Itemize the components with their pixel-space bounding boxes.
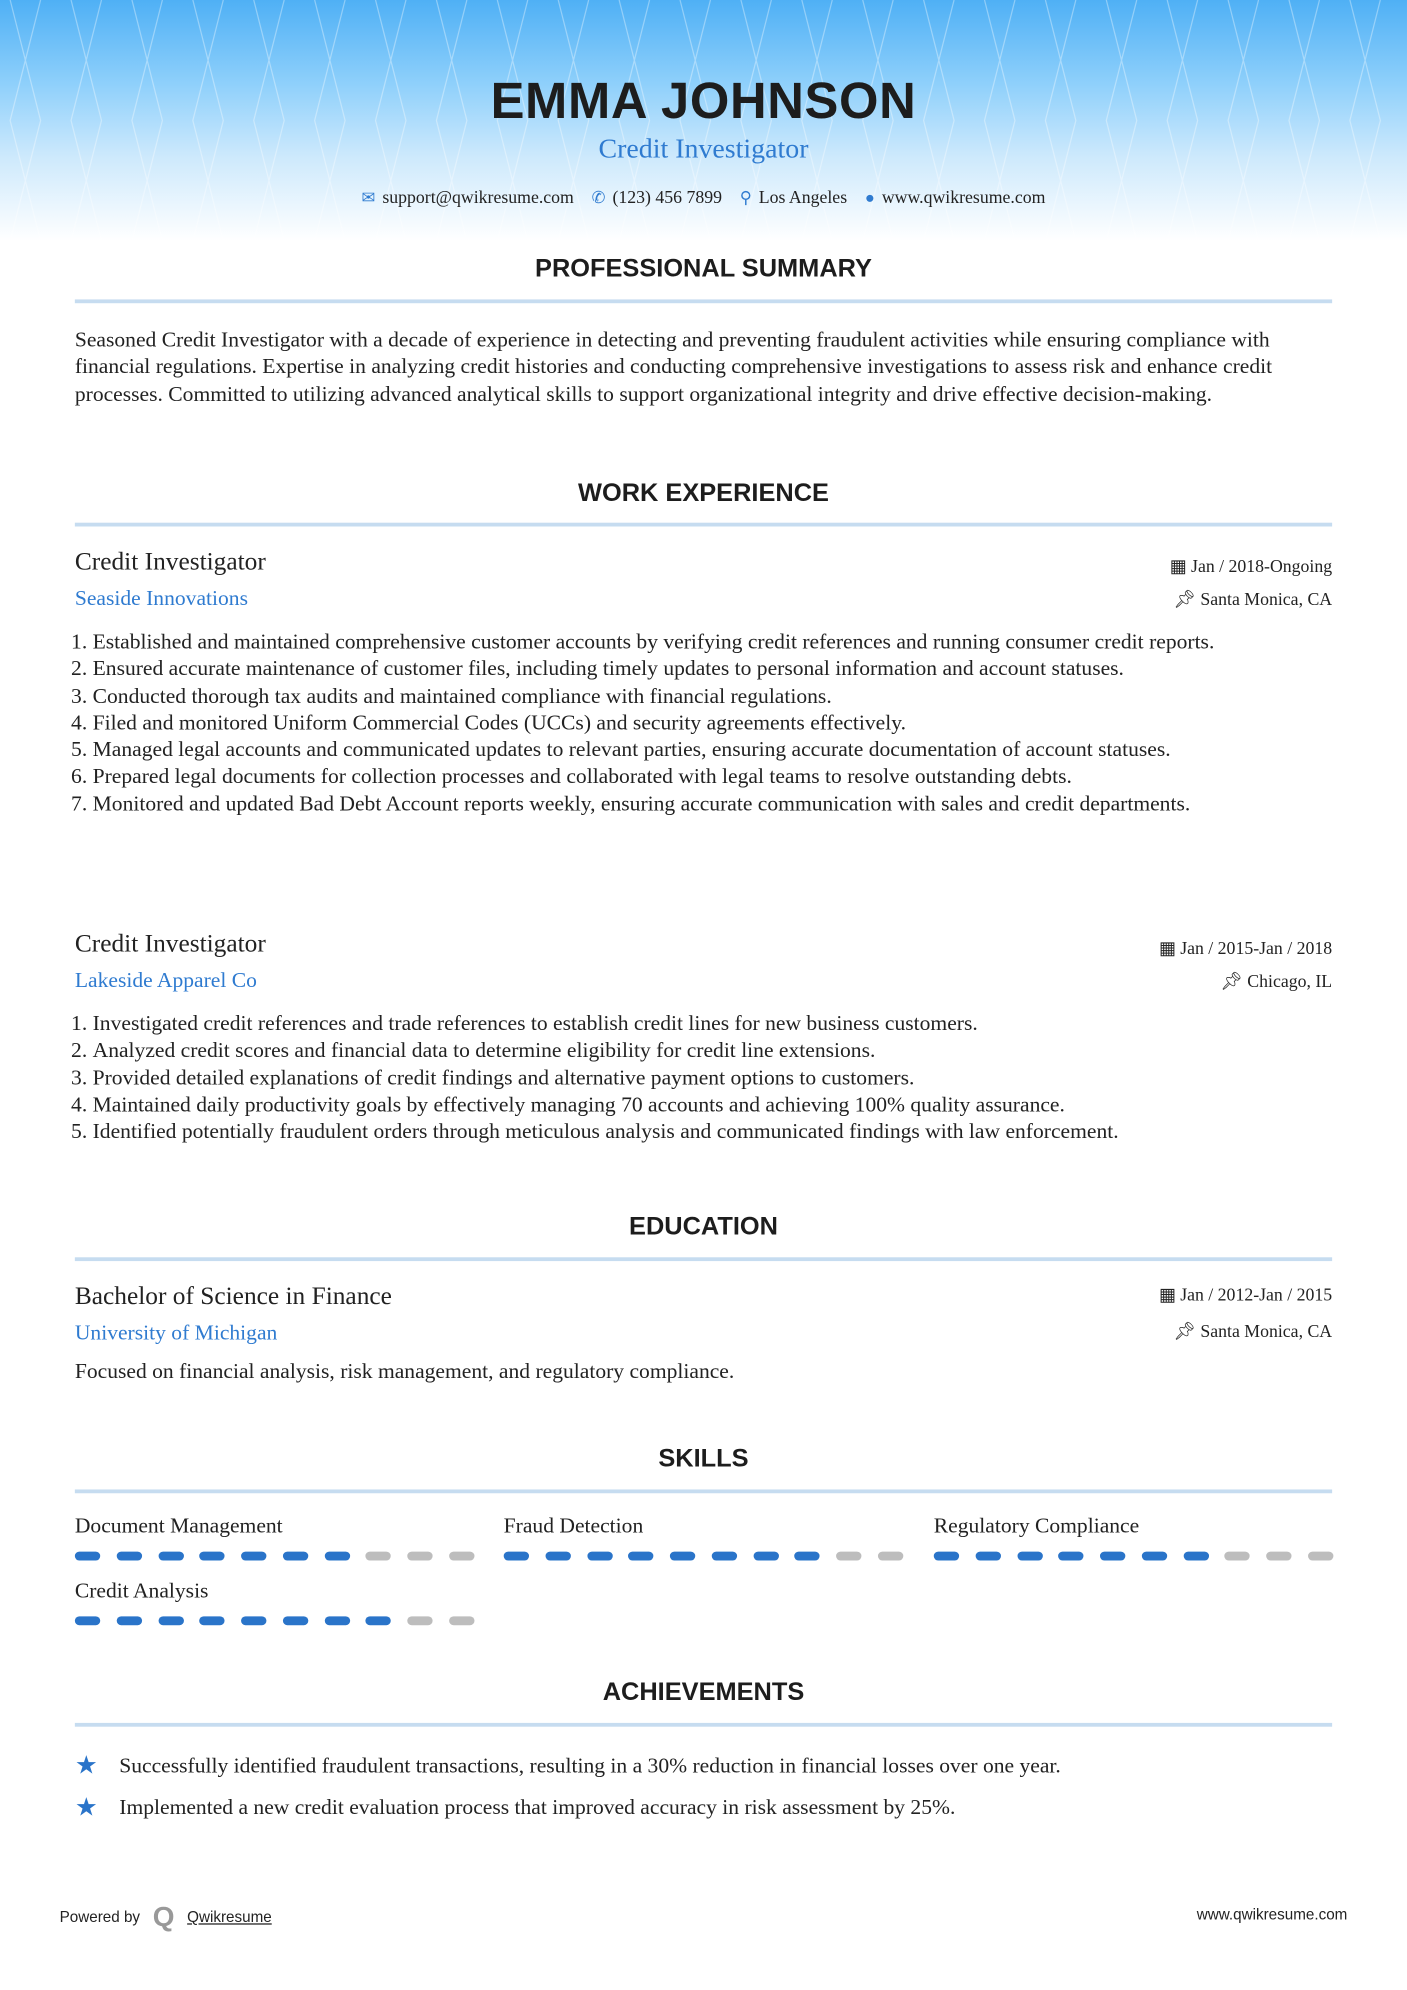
phone-icon: ✆ [591,187,606,207]
skill-dash-empty [878,1552,903,1561]
job-bullets [75,628,1349,817]
skill-dash-empty [1308,1552,1333,1561]
skill [504,1514,904,1561]
powered-by: Powered by Q Qwikresume [59,1900,272,1933]
skill-dash-filled [324,1616,349,1625]
skill-level-bar [934,1552,1334,1561]
skill-dash-filled [75,1552,100,1561]
map-marker-icon: ⚲ [739,187,752,207]
star-icon: ★ [74,1793,98,1822]
skill-dash-empty [449,1552,474,1561]
summary-text: Seasoned Credit Investigator with a decade of experience in detecting and preventing fraudulent activities while ensuring compliance with financial regulations. Expertise in analyzing credit histories and conducting comprehensive investigations to assess risk and enhance credit processes. Committed to utilizing advanced analytical skills to support organizational integrity and drive effective decision-making. [74,327,1273,406]
calendar-icon: ▦ [1158,1286,1181,1306]
calendar-icon: ▦ [1169,558,1192,578]
education-dates: ▦ Jan / 2012-Jan / 2015 [1158,1286,1333,1306]
skill-dash-filled [366,1616,391,1625]
skill-dash-filled [116,1552,141,1561]
list-item: 7. Monitored and updated Bad Debt Account reports weekly, ensuring accurate communication with sales and credit departments. [93,790,1349,817]
achievement-item: ★ Implemented a new credit evaluation process that improved accuracy in risk assessment by 25%. [75,1791,955,1823]
skill-dash-filled [545,1552,570,1561]
pin-icon: 📌︎ [1173,591,1201,611]
qwikresume-logo-icon: Q [152,1900,175,1933]
job-dates: ▦ Jan / 2018-Ongoing [1169,558,1333,578]
skill-dash-filled [200,1552,225,1561]
list-item: 1. Established and maintained comprehensive customer accounts by verifying credit references and running consumer credit reports. [93,628,1349,655]
school: University of Michigan [74,1320,278,1345]
list-item: 4. Filed and monitored Uniform Commercial Codes (UCCs) and security agreements effectively. [93,709,1349,736]
calendar-icon: ▦ [1158,940,1181,960]
skill-dash-filled [934,1552,959,1561]
job-title: Credit Investigator [74,929,266,958]
skill-dash-filled [712,1552,737,1561]
section-divider [75,1723,1332,1727]
skill-dash-filled [795,1552,820,1561]
achievement-item: ★ Successfully identified fraudulent transactions, resulting in a 30% reduction in financial losses over one year. [75,1750,1061,1782]
envelope-icon: ✉ [361,187,376,207]
skill-dash-empty [366,1552,391,1561]
list-item: 5. Identified potentially fraudulent orders through meticulous analysis and communicated findings with law enforcement. [93,1118,1349,1145]
skill-dash-filled [1100,1552,1125,1561]
skill-dash-filled [628,1552,653,1561]
skill-dash-filled [283,1552,308,1561]
skill-dash-filled [283,1616,308,1625]
skill-name: Credit Analysis [74,1578,209,1603]
skill-dash-filled [753,1552,778,1561]
skill-dash-filled [1183,1552,1208,1561]
job-dates: ▦ Jan / 2015-Jan / 2018 [1158,940,1333,960]
skill-level-bar [75,1616,475,1625]
skill-dash-empty [407,1552,432,1561]
skill-dash-empty [407,1616,432,1625]
skill [934,1514,1334,1561]
candidate-title: Credit Investigator [598,131,809,164]
skill-dash-filled [158,1616,183,1625]
globe-icon: ● [864,187,875,207]
qwikresume-link[interactable]: Qwikresume [187,1908,272,1926]
section-divider [75,523,1332,527]
education-location: 📌︎ Santa Monica, CA [1173,1323,1333,1343]
skill-dash-filled [200,1616,225,1625]
section-divider [75,1489,1332,1493]
list-item: 1. Investigated credit references and trade references to establish credit lines for new business customers. [93,1010,1349,1037]
section-divider [75,1257,1332,1261]
job-title: Credit Investigator [74,548,266,576]
section-heading-education: EDUCATION [629,1212,778,1241]
section-heading-skills: SKILLS [658,1445,749,1473]
job-bullets [75,1010,1349,1145]
list-item: 3. Conducted thorough tax audits and maintained compliance with financial regulations. [93,682,1349,709]
pin-icon: 📌︎ [1220,973,1248,993]
skill-dash-filled [75,1616,100,1625]
list-item: 2. Ensured accurate maintenance of customer files, including timely updates to personal information and account statuses. [93,655,1349,682]
skill-dash-filled [116,1616,141,1625]
degree: Bachelor of Science in Finance [74,1282,392,1311]
skill-dash-filled [158,1552,183,1561]
contact-website[interactable]: ● www.qwikresume.com [864,187,1046,209]
skill-name: Document Management [74,1513,283,1538]
skill-dash-empty [449,1616,474,1625]
skill-dash-empty [1266,1552,1291,1561]
section-heading-experience: WORK EXPERIENCE [578,479,829,508]
skill-level-bar [75,1552,475,1561]
list-item: 5. Managed legal accounts and communicated updates to relevant parties, ensuring accurate documentation of account statuses. [93,736,1349,763]
skill-name: Regulatory Compliance [933,1513,1140,1538]
skill-dash-filled [587,1552,612,1561]
contact-email[interactable]: ✉ support@qwikresume.com [361,187,574,209]
job-company: Lakeside Apparel Co [74,968,257,993]
list-item: 3. Provided detailed explanations of credit findings and alternative payment options to customers. [93,1064,1349,1091]
skill-dash-filled [670,1552,695,1561]
skill-dash-filled [1142,1552,1167,1561]
job-location: 📌︎ Santa Monica, CA [1173,591,1333,611]
star-icon: ★ [74,1752,98,1780]
skill [75,1578,475,1625]
skill-dash-empty [1225,1552,1250,1561]
job-company: Seaside Innovations [74,586,248,611]
contact-info [0,188,1407,210]
skill-name: Fraud Detection [503,1513,644,1538]
contact-phone[interactable]: ✆ (123) 456 7899 [591,187,722,209]
section-heading-summary: PROFESSIONAL SUMMARY [535,255,872,283]
skill-dash-filled [241,1552,266,1561]
footer-website[interactable]: www.qwikresume.com [1196,1905,1348,1924]
skill-dash-filled [504,1552,529,1561]
skill-dash-filled [324,1552,349,1561]
pin-icon: 📌︎ [1173,1323,1201,1343]
skill-dash-filled [1058,1552,1083,1561]
skill-dash-filled [1017,1552,1042,1561]
job-location: 📌︎ Chicago, IL [1220,973,1333,993]
candidate-name: EMMA JOHNSON [490,73,917,130]
contact-location: ⚲ Los Angeles [739,187,848,209]
list-item: 4. Maintained daily productivity goals by effectively managing 70 accounts and achieving 100% quality assurance. [93,1091,1349,1118]
education-description: Focused on financial analysis, risk management, and regulatory compliance. [74,1358,735,1383]
skill-level-bar [504,1552,904,1561]
skill-dash-empty [836,1552,861,1561]
skill-dash-filled [241,1616,266,1625]
section-heading-achievements: ACHIEVEMENTS [602,1678,805,1707]
skill-dash-filled [975,1552,1000,1561]
list-item: 2. Analyzed credit scores and financial data to determine eligibility for credit line extensions. [93,1037,1349,1064]
section-divider [75,299,1332,303]
list-item: 6. Prepared legal documents for collection processes and collaborated with legal teams to resolve outstanding debts. [93,763,1349,790]
skill [75,1514,475,1561]
